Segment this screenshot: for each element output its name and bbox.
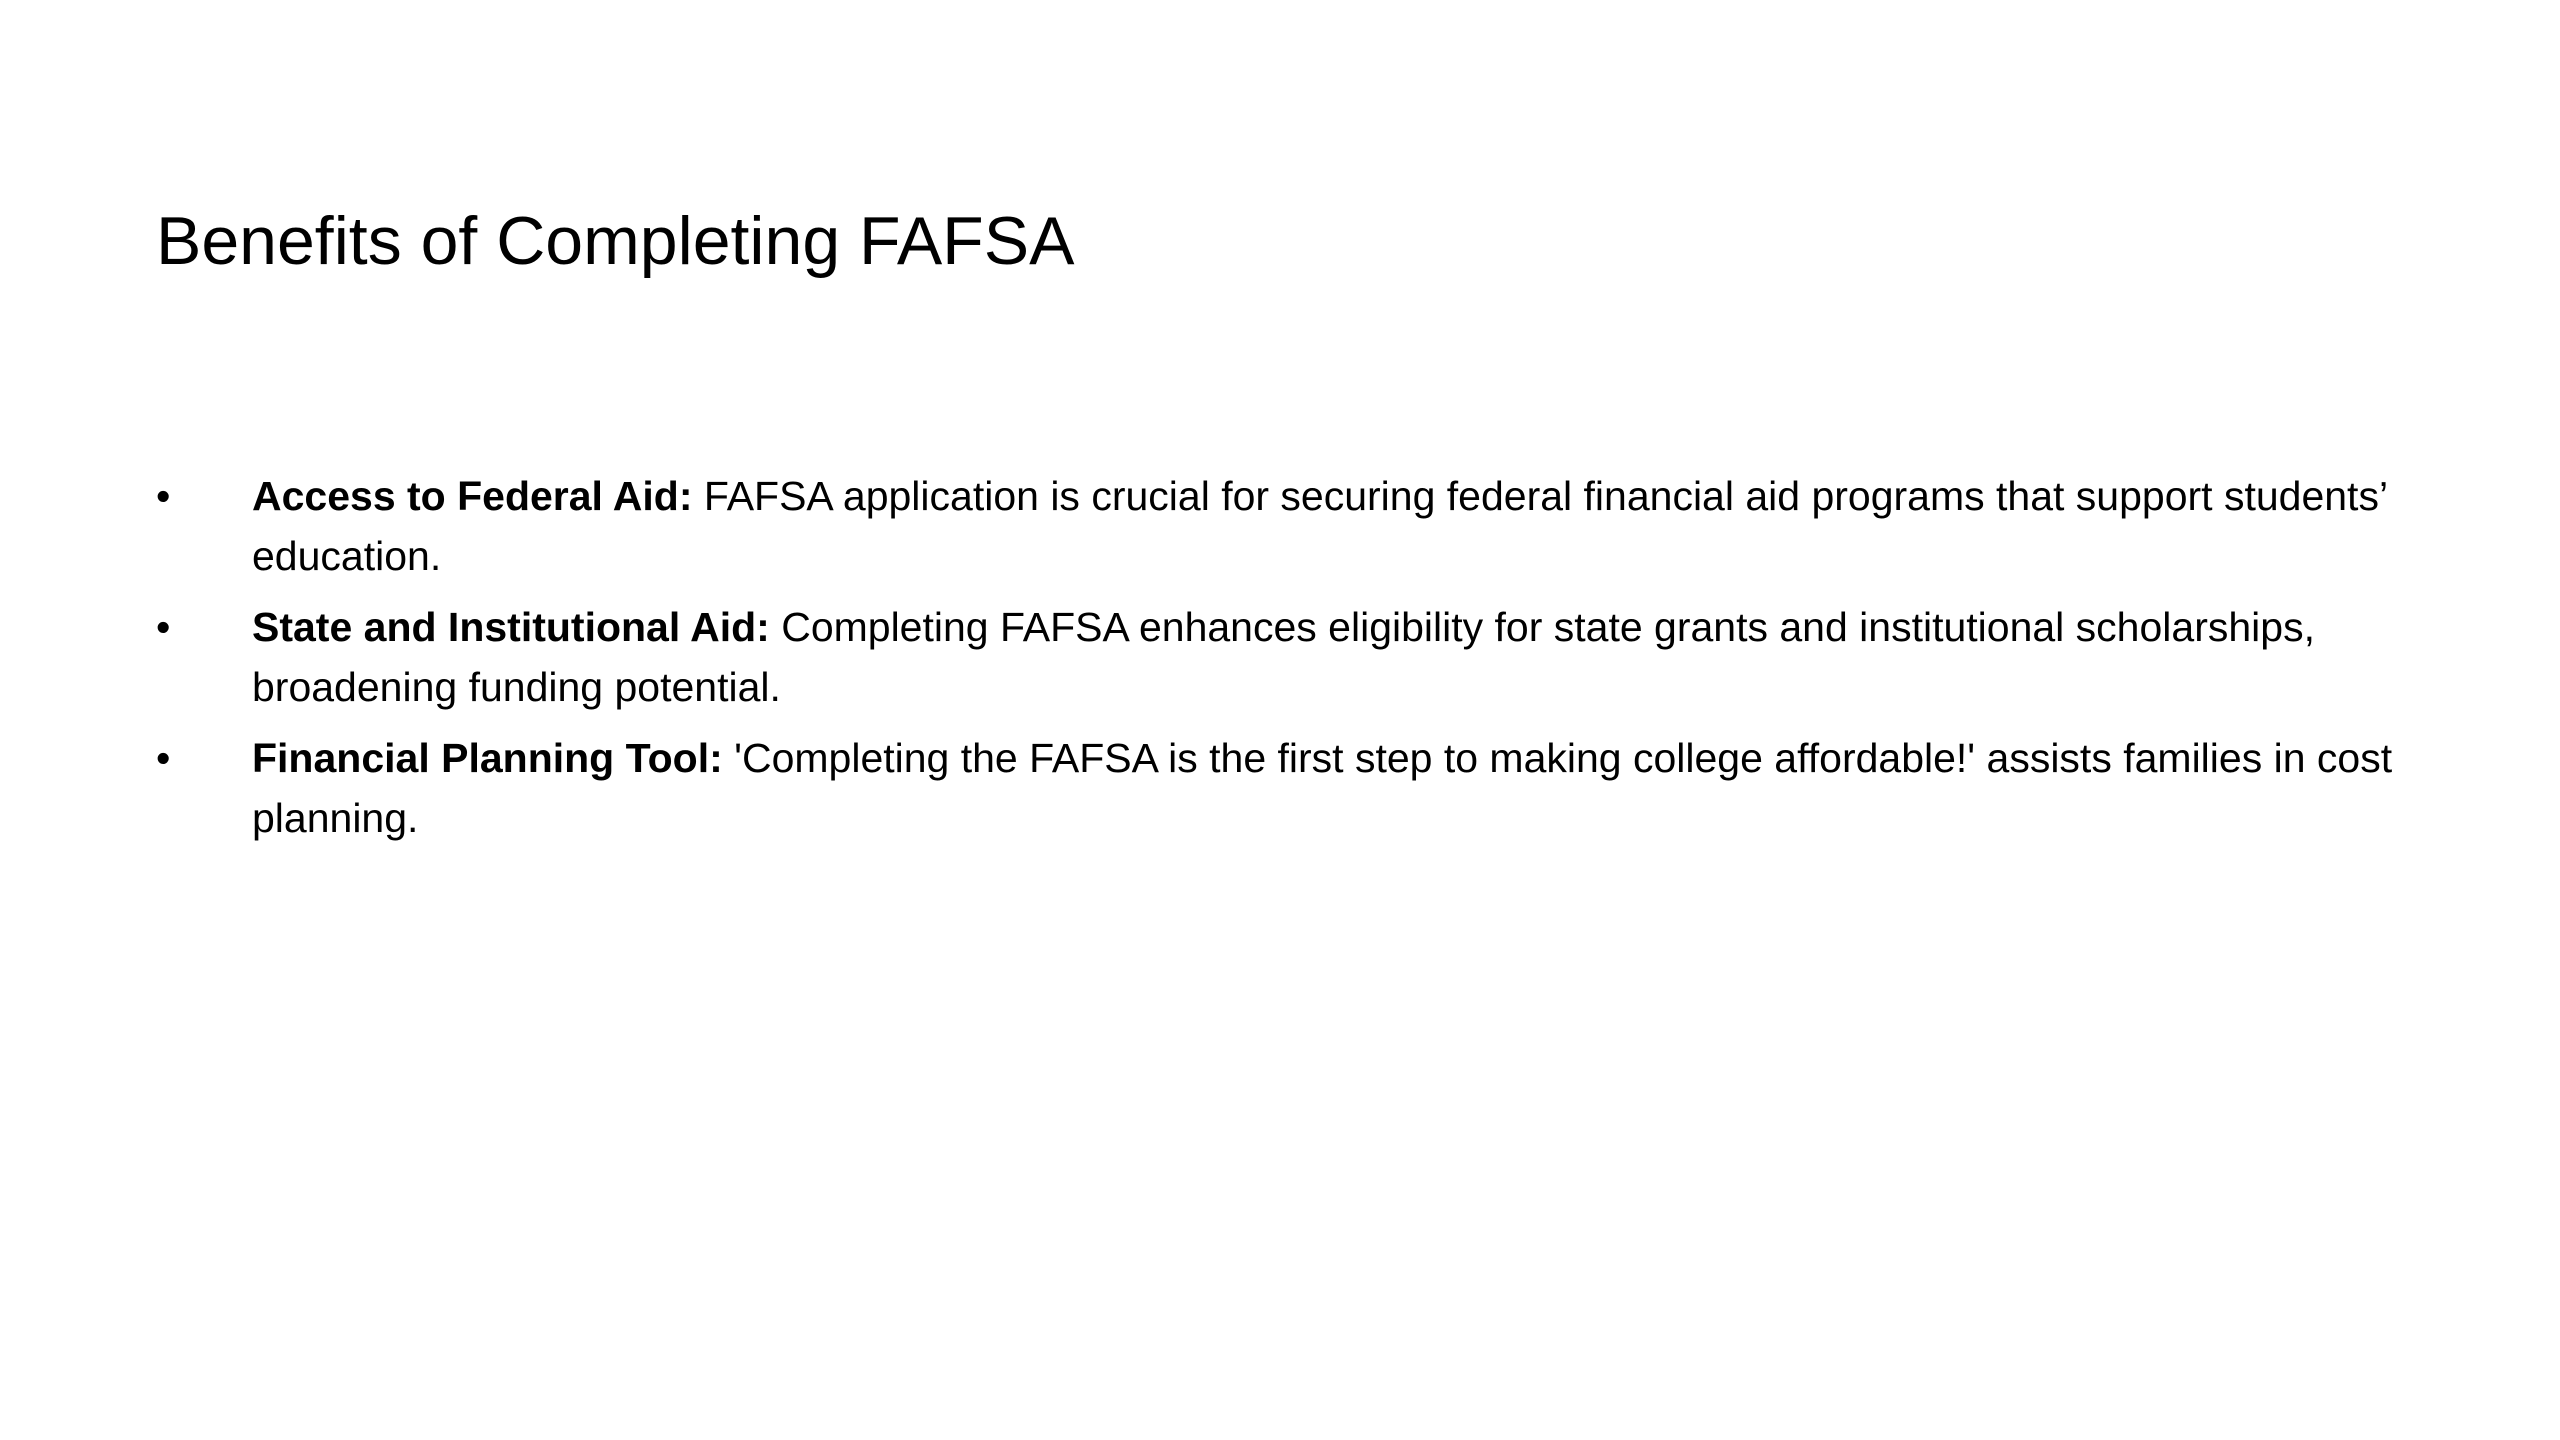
bullet-label: Access to Federal Aid:	[252, 473, 693, 519]
bullet-text: Completing FAFSA enhances eligibility for state grants and institutional scholarships, broadening funding potential.	[252, 604, 2315, 710]
bullet-point-icon: •	[156, 604, 171, 650]
bullet-label: Financial Planning Tool:	[252, 735, 723, 781]
bullet-item-federal-aid	[156, 466, 2436, 586]
bullet-item-financial-planning-tool	[156, 728, 2436, 848]
bullet-point-icon: •	[156, 473, 171, 519]
bullet-point-icon: •	[156, 735, 171, 781]
bullet-label: State and Institutional Aid:	[252, 604, 770, 650]
bullet-text: FAFSA application is crucial for securing federal financial aid programs that support students’ education.	[252, 473, 2387, 579]
slide-title: Benefits of Completing FAFSA	[156, 203, 1075, 279]
bullet-list	[156, 466, 2436, 859]
bullet-item-state-institutional-aid	[156, 597, 2436, 717]
bullet-text: 'Completing the FAFSA is the first step to making college affordable!' assists families in cost planning.	[252, 735, 2393, 841]
